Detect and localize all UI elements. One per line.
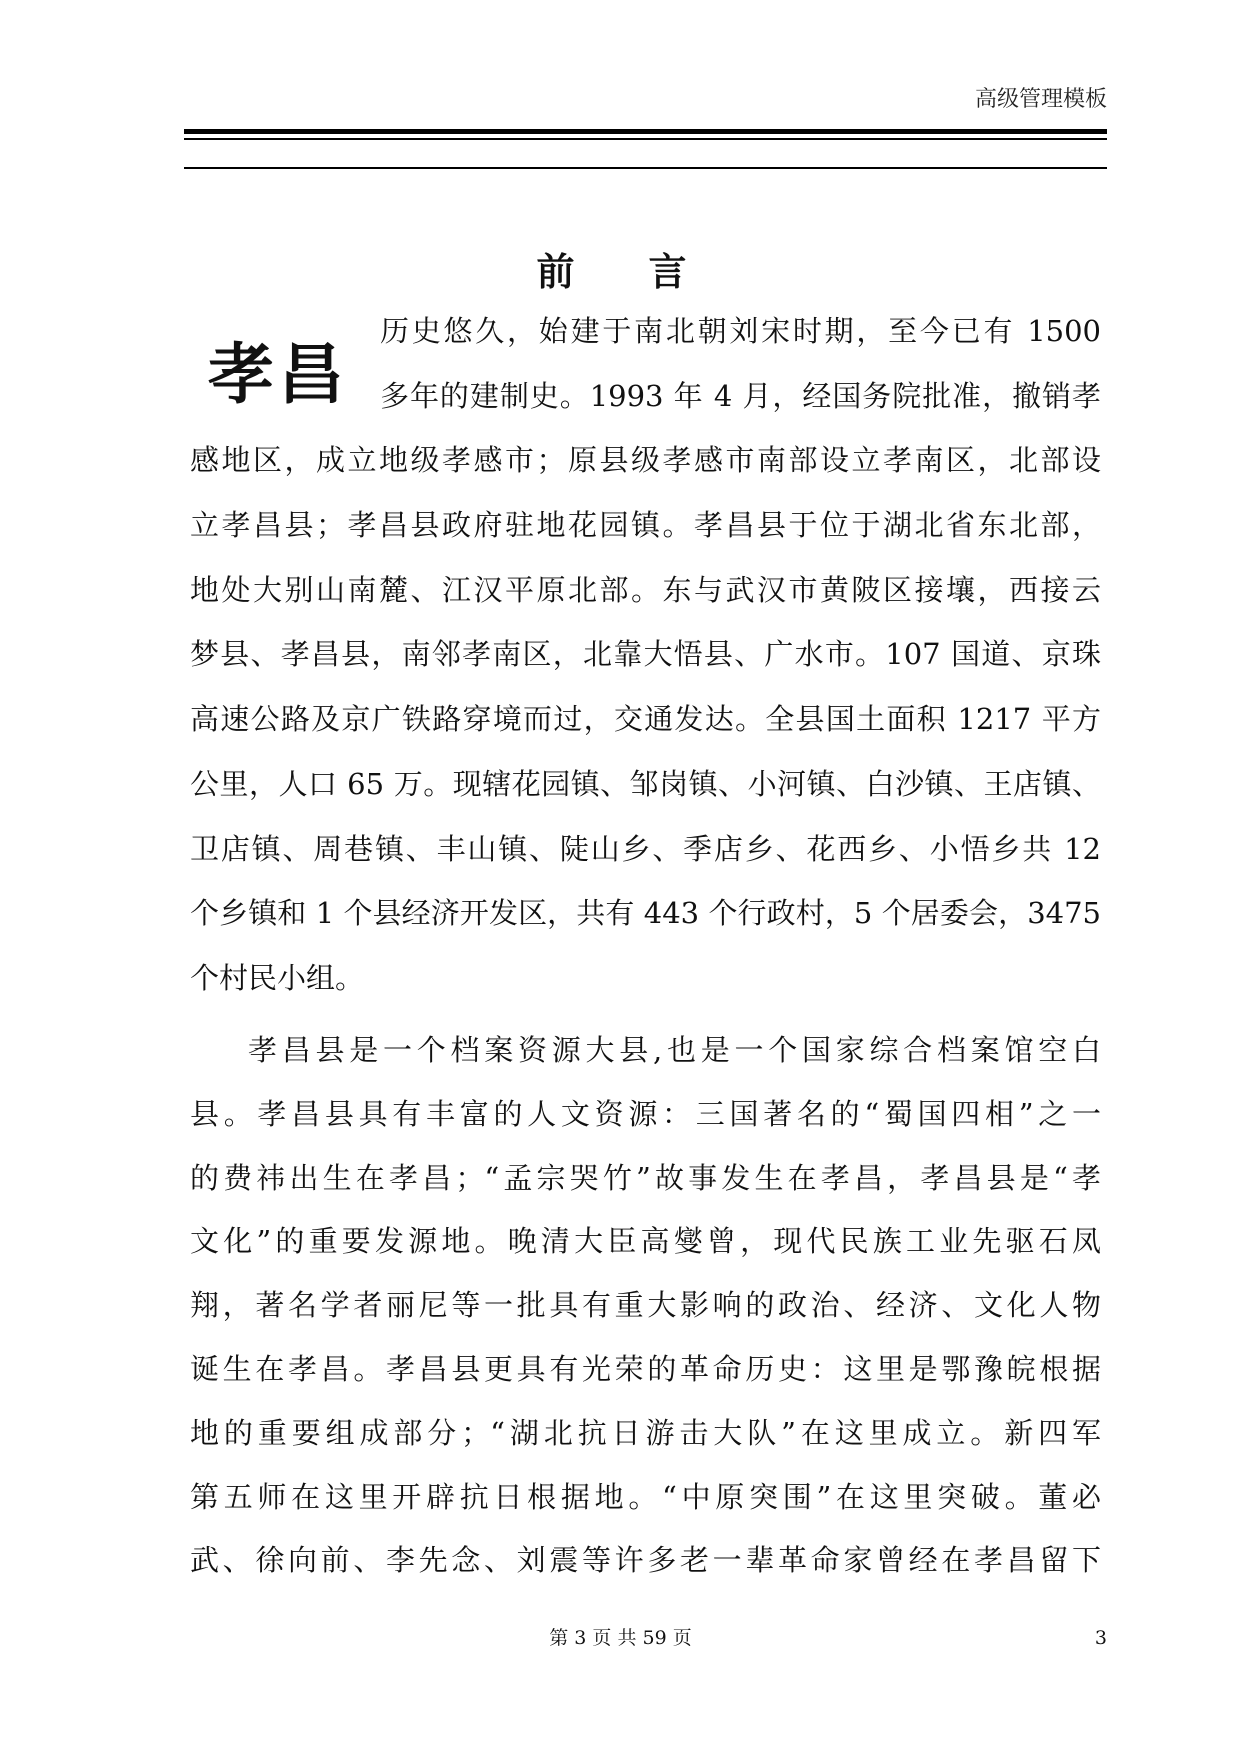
text-line: 个村民小组。 xyxy=(190,960,365,995)
text-line: 感地区，成立地级孝感市；原县级孝感市南部设立孝南区，北部设 xyxy=(190,443,1101,478)
text-line: 县。孝昌县具有丰富的人文资源：三国著名的“蜀国四相”之一 xyxy=(190,1096,1101,1131)
text-line: 梦县、孝昌县，南邻孝南区，北靠大悟县、广水市。107 国道、京珠 xyxy=(190,637,1101,672)
text-line: 个乡镇和 1 个县经济开发区，共有 443 个行政村，5 个居委会，3475 xyxy=(190,896,1101,931)
text-line: 的费祎出生在孝昌；“孟宗哭竹”故事发生在孝昌，孝昌县是“孝 xyxy=(190,1160,1101,1195)
text-line: 翔，著名学者丽尼等一批具有重大影响的政治、经济、文化人物 xyxy=(190,1288,1101,1323)
text-line: 武、徐向前、李先念、刘震等许多老一辈革命家曾经在孝昌留下 xyxy=(190,1543,1101,1578)
header-rule-thick xyxy=(184,129,1107,134)
page-heading: 前 言 xyxy=(536,249,705,294)
footer-page-info: 第 3 页 共 59 页 xyxy=(549,1627,692,1649)
text-line: 第五师在这里开辟抗日根据地。“中原突围”在这里突破。董必 xyxy=(190,1479,1101,1514)
header-rule-thin xyxy=(184,167,1107,169)
header-title: 高级管理模板 xyxy=(974,87,1107,112)
drop-cap-title: 孝昌 xyxy=(208,335,348,413)
text-line: 孝昌县是一个档案资源大县,也是一个国家综合档案馆空白 xyxy=(248,1033,1101,1067)
text-line: 历史悠久，始建于南北朝刘宋时期，至今已有 1500 xyxy=(380,314,1101,348)
text-line: 地处大别山南麓、江汉平原北部。东与武汉市黄陂区接壤，西接云 xyxy=(190,572,1101,607)
text-line: 多年的建制史。1993 年 4 月，经国务院批准，撤销孝 xyxy=(380,378,1101,413)
text-line: 诞生在孝昌。孝昌县更具有光荣的革命历史：这里是鄂豫皖根据 xyxy=(190,1351,1101,1386)
text-line: 文化”的重要发源地。晚清大臣高燮曾，现代民族工业先驱石凤 xyxy=(190,1224,1101,1259)
text-line: 卫店镇、周巷镇、丰山镇、陡山乡、季店乡、花西乡、小悟乡共 12 xyxy=(190,831,1101,866)
text-line: 高速公路及京广铁路穿境而过，交通发达。全县国土面积 1217 平方 xyxy=(190,702,1101,737)
header-rule-double xyxy=(184,138,1107,140)
text-line: 地的重要组成部分；“湖北抗日游击大队”在这里成立。新四军 xyxy=(190,1415,1101,1450)
text-line: 公里，人口 65 万。现辖花园镇、邹岗镇、小河镇、白沙镇、王店镇、 xyxy=(190,766,1101,801)
footer-page-number: 3 xyxy=(1094,1627,1107,1649)
paragraph-2 xyxy=(190,1019,1101,1593)
text-line: 立孝昌县；孝昌县政府驻地花园镇。孝昌县于位于湖北省东北部， xyxy=(190,508,1101,543)
paragraph-1 xyxy=(190,299,1101,1011)
